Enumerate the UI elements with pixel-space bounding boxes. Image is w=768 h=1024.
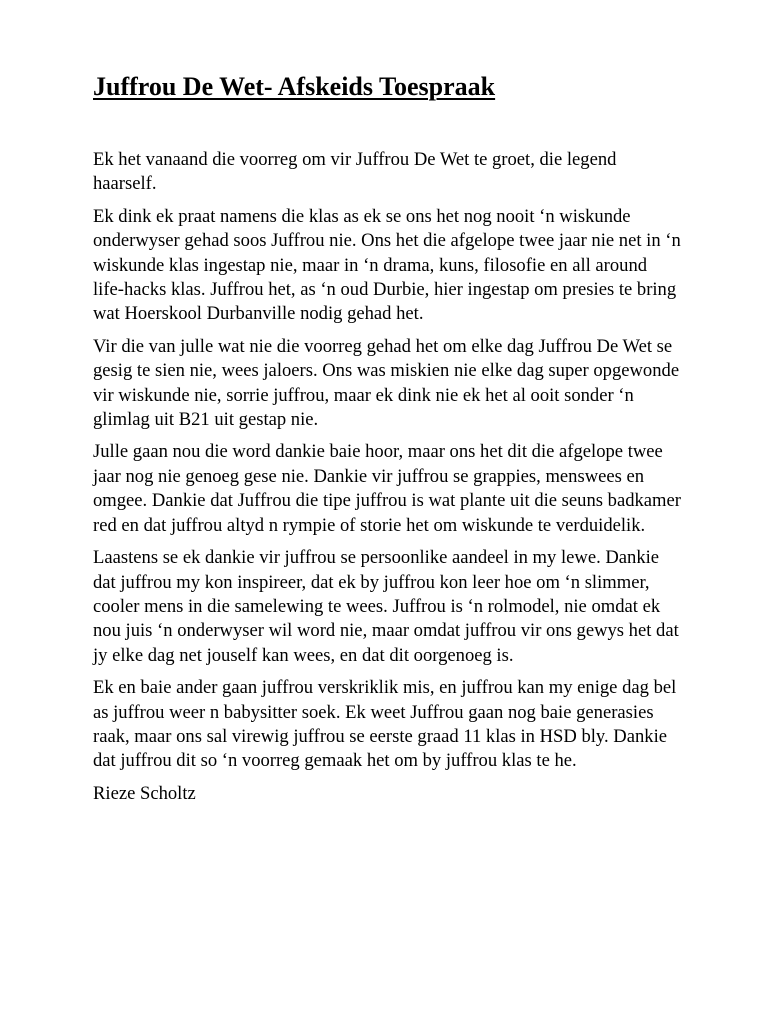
paragraph-greeting: Ek het vanaand die voorreg om vir Juffrou De Wet te groet, die legend haarself. <box>93 149 617 195</box>
paragraph-class-tribute: Ek dink ek praat namens die klas as ek se ons het nog nooit ‘n wiskunde onderwyser gehad soos Juffrou nie. Ons het die afgelope twee jaar nie net in ‘n wiskunde klas ingestap nie, maar in ‘n drama, kuns, filosofie en all around life-hacks klas. Juffrou het, as ‘n oud Durbie, hier ingestap om presies te bring wat Hoerskool Durbanville nodig gehad het. <box>93 205 681 325</box>
paragraph-farewell: Ek en baie ander gaan juffrou verskriklik mis, en juffrou kan my enige dag bel as juffrou weer n babysitter soek. Ek weet Juffrou gaan nog baie generasies raak, maar ons sal virewig juffrou se eerste graad 11 klas in HSD bly. Dankie dat juffrou dit so ‘n voorreg gemaak het om by juffrou klas te he. <box>93 677 677 772</box>
author-signature: Rieze Scholtz <box>93 782 196 804</box>
paragraph-thank-you: Julle gaan nou die word dankie baie hoor, maar ons het dit die afgelope twee jaar nog nie genoeg gese nie. Dankie vir juffrou se grappies, menswees en omgee. Dankie dat Juffrou die tipe juffrou is wat plante uit die seuns badkamer red en dat juffrou altyd n rympie of storie het om wiskunde te verduidelik. <box>93 441 681 536</box>
paragraph-personal-impact: Laastens se ek dankie vir juffrou se persoonlike aandeel in my lewe. Dankie dat juffrou my kon inspireer, dat ek by juffrou kon leer hoe om ‘n slimmer, cooler mens in die samelewing te wees. Juffrou is ‘n rolmodel, nie omdat ek nou juis ‘n onderwyser wil word nie, maar omdat juffrou vir ons gewys het dat jy elke dag net jouself kan wees, en dat dit oorgenoeg is. <box>93 547 679 666</box>
document-title: Juffrou De Wet- Afskeids Toespraak <box>93 72 496 101</box>
paragraph-daily-smile: Vir die van julle wat nie die voorreg gehad het om elke dag Juffrou De Wet se gesig te sien nie, wees jaloers. Ons was miskien nie elke dag super opgewonde vir wiskunde nie, sorrie juffrou, maar ek dink nie ek het al ooit sonder ‘n glimlag uit B21 uit gestap nie. <box>93 335 680 431</box>
